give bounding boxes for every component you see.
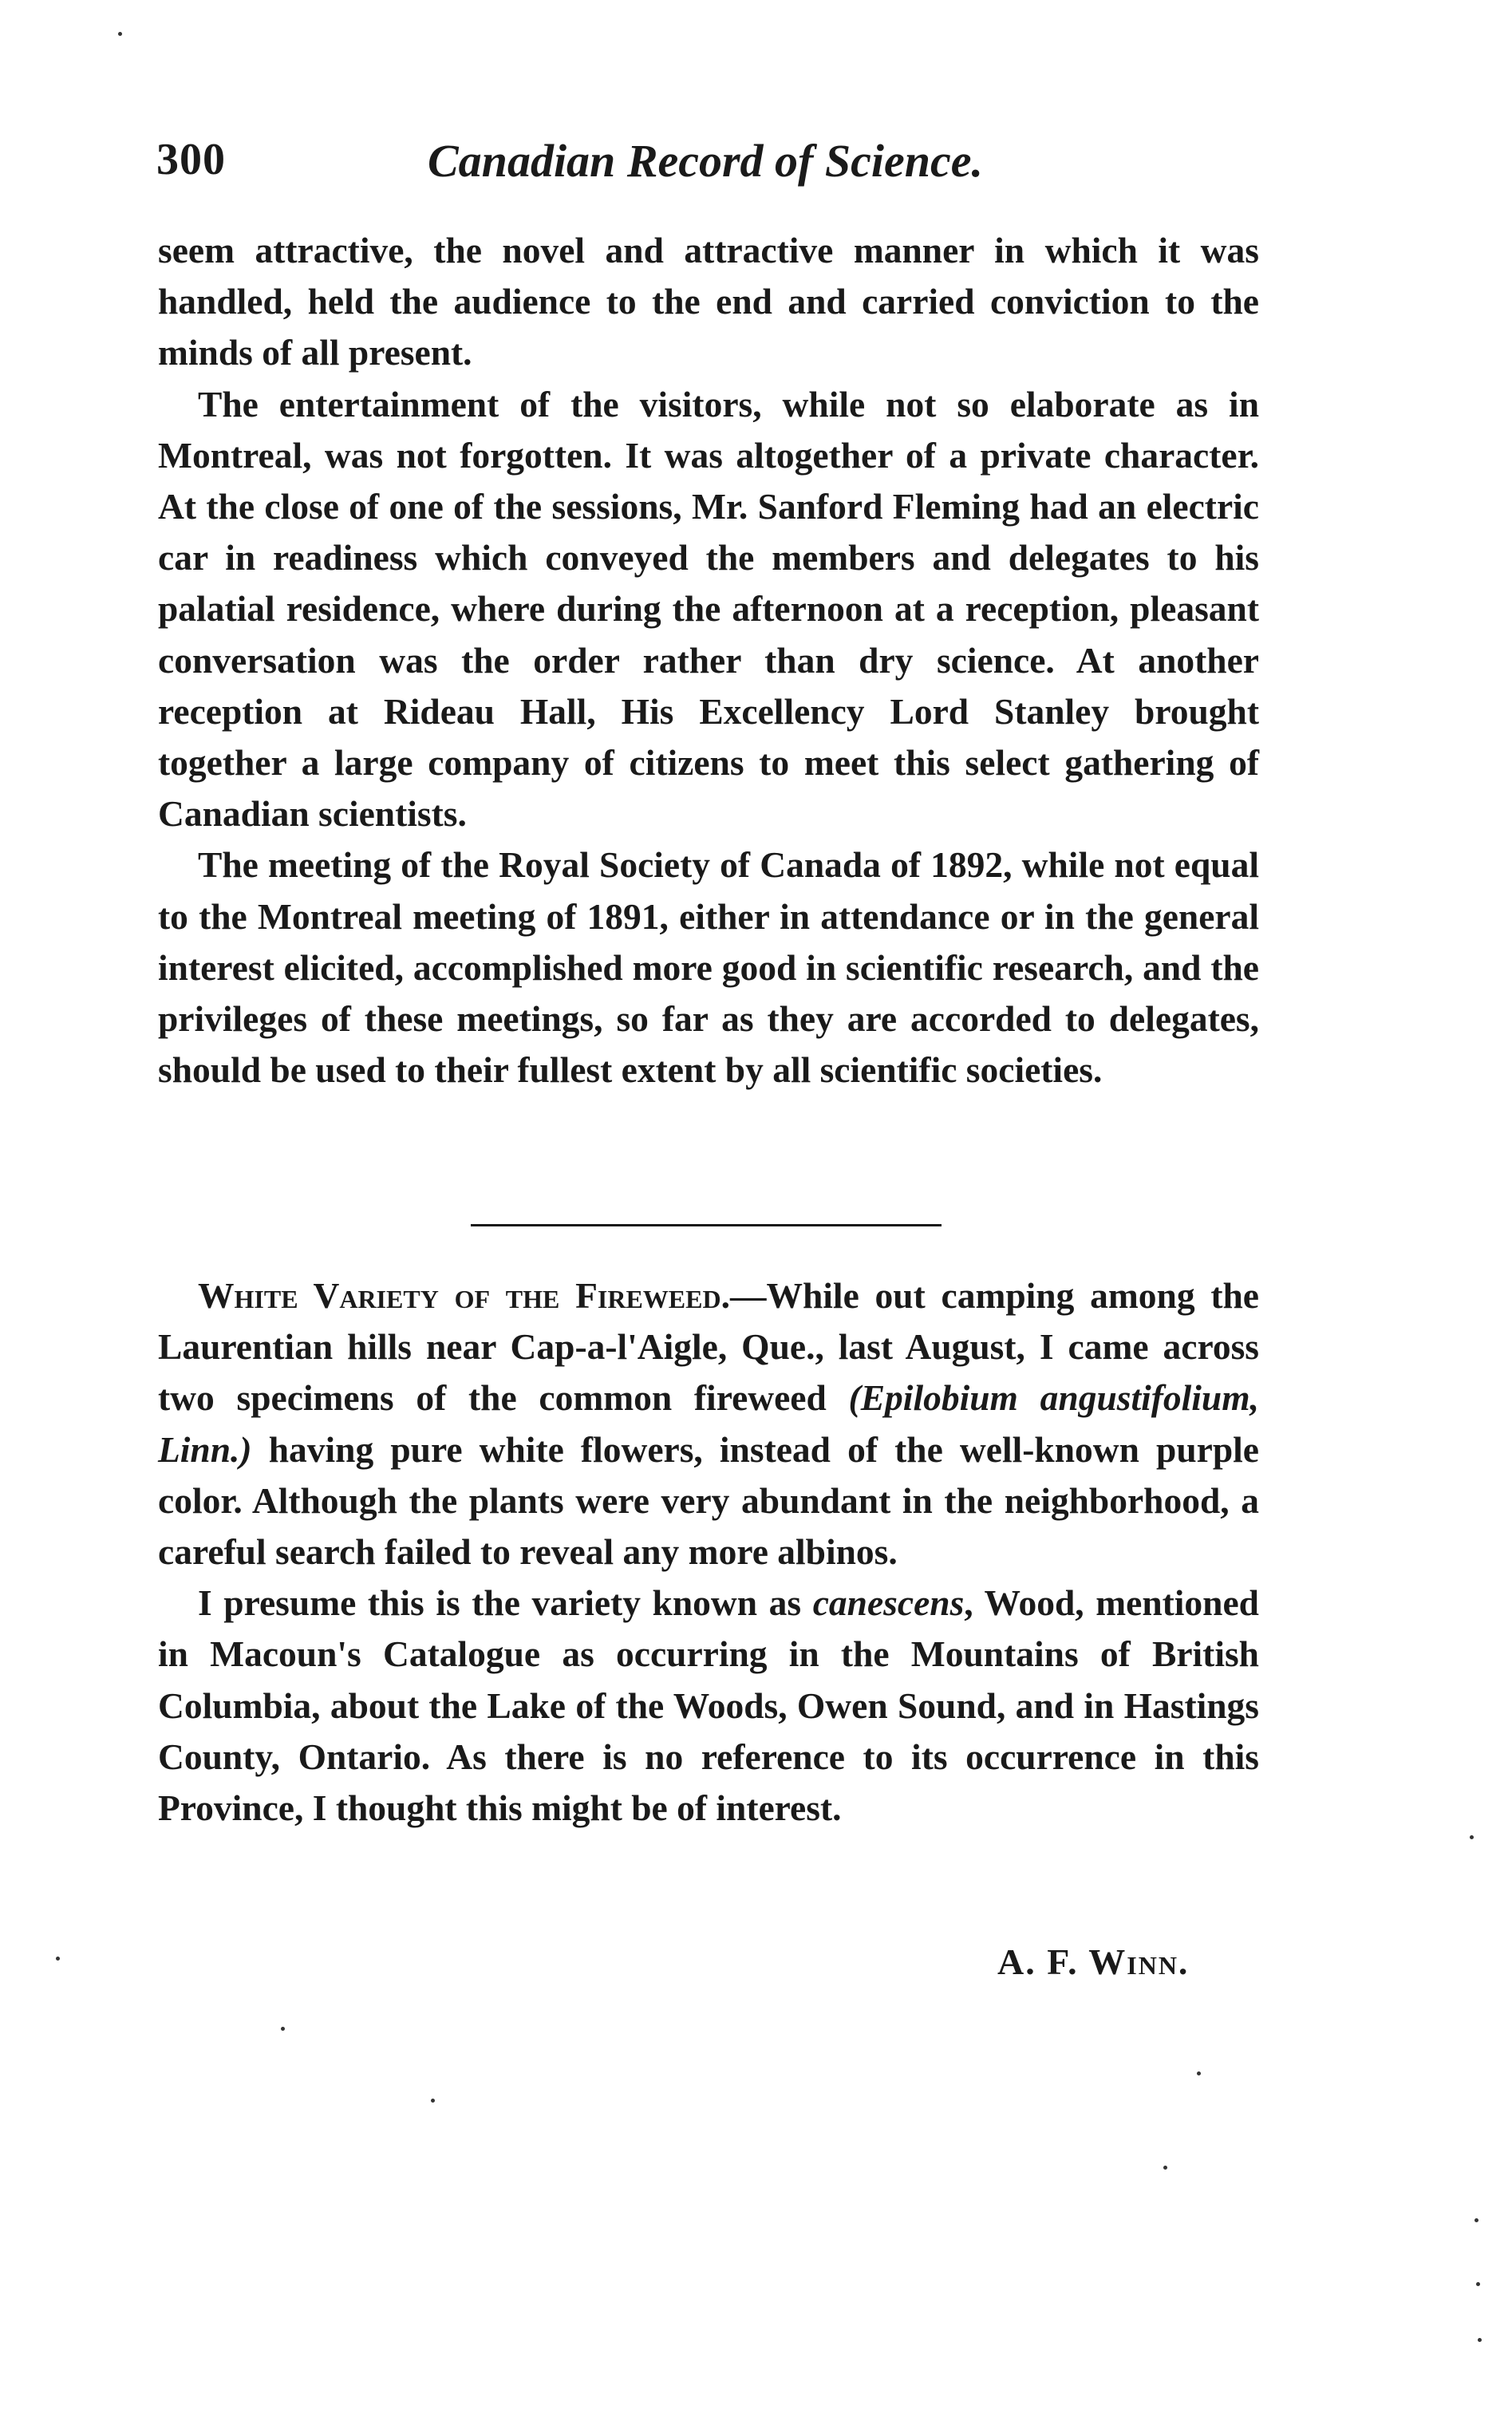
scan-speck	[431, 2099, 435, 2103]
paragraph-text-lead: I presume this is the variety known as	[198, 1582, 813, 1624]
scan-speck	[281, 2027, 285, 2031]
species-name: (Epilobium angustifolium, Linn.)	[158, 1377, 1259, 1470]
page-number: 300	[156, 135, 226, 184]
scan-speck	[1163, 2166, 1167, 2170]
page-header	[156, 134, 1289, 198]
section-divider	[471, 1224, 942, 1226]
variety-name: canescens	[812, 1582, 965, 1624]
paragraph-text-lead: —While out camping among the Laurentian hills near Cap-a-l'Aigle, Que., last August, I came across two specimens of the common fireweed	[158, 1275, 1259, 1419]
paragraph-fireweed-variety	[158, 1578, 1259, 1834]
paragraph-meeting: The meeting of the Royal Society of Canada of 1892, while not equal to the Montreal meeting of 1891, either in attendance or in the general interest elicited, accomplished more good in scientific research, and the privileges of these meetings, so far as they are accorded to delegates, should be used to their fullest extent by all scientific societies.	[158, 844, 1259, 1091]
scan-speck	[1476, 2282, 1480, 2286]
paragraph-text-tail: , Wood, mentioned in Macoun's Catalogue as occurring in the Mountains of British Columbia, about the Lake of the Woods, Owen Sound, and in Hastings County, Ontario. As there is no reference to its occurrence in this Province, I thought this might be of interest.	[158, 1582, 1259, 1829]
scan-speck	[1197, 2071, 1201, 2075]
paragraph-continuation: seem attractive, the novel and attractive manner in which it was handled, held the audience to the end and carried conviction to the minds of all present.	[158, 230, 1259, 373]
running-head: Canadian Record of Science.	[428, 135, 983, 187]
scan-speck	[118, 32, 122, 36]
paragraph-text-tail: having pure white flowers, instead of the well-known purple color. Although the plants were very abundant in the neighborhood, a careful search failed to reveal any more albinos.	[158, 1428, 1259, 1573]
paragraph-fireweed-observation	[158, 1270, 1259, 1578]
article-royal-society	[158, 225, 1259, 1096]
scan-speck	[1470, 1835, 1474, 1839]
author-signature: A. F. Winn.	[997, 1941, 1190, 1982]
paragraph-entertainment: The entertainment of the visitors, while not so elaborate as in Montreal, was not forgotten. It was altogether of a private character. At the close of one of the sessions, Mr. Sanford Fleming had an electric car in readiness which conveyed the members and delegates to his palatial residence, where during the afternoon at a reception, pleasant conversation was the order rather than dry science. At another reception at Rideau Hall, His Excellency Lord Stanley brought together a large company of citizens to meet this select gathering of Canadian scientists.	[158, 383, 1259, 835]
article-fireweed	[158, 1270, 1259, 1834]
scan-speck	[56, 1957, 60, 1961]
scan-speck	[1478, 2338, 1482, 2342]
scan-speck	[1474, 2218, 1478, 2222]
article-title: White Variety of the Fireweed.	[198, 1275, 730, 1316]
